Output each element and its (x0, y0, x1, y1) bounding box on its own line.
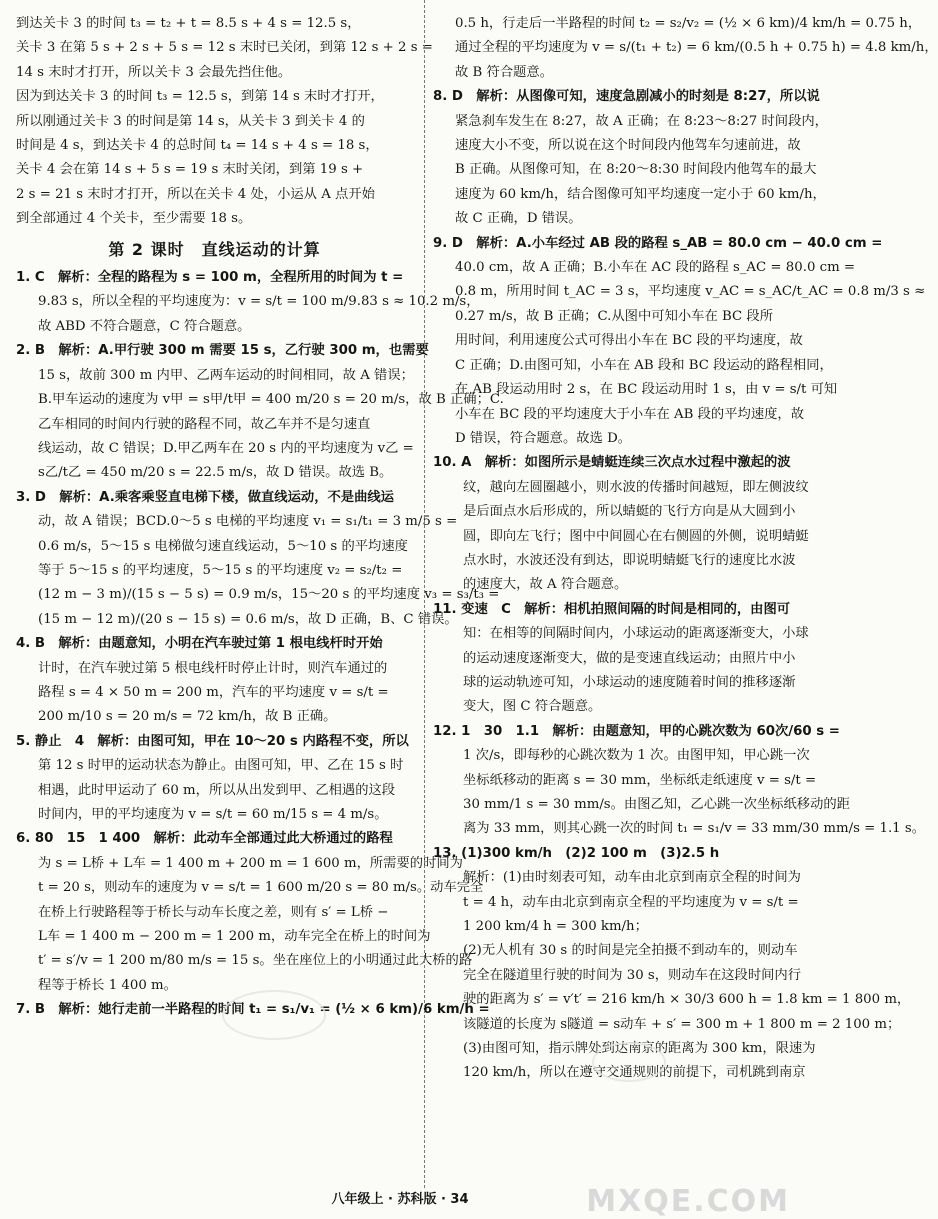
text-line: s乙/t乙 = 450 m/20 s = 22.5 m/s，故 D 错误。故选 B。 (38, 465, 393, 481)
text-line: 动，故 A 错误；BCD.0～5 s 电梯的平均速度 v₁ = s₁/t₁ = 3 m/5 s = (38, 514, 458, 530)
text-line: 知：在相等的间隔时间内，小球运动的距离逐渐变大，小球 (463, 626, 809, 642)
text-line: 时间是 4 s，到达关卡 4 的总时间 t₄ = 14 s + 4 s = 18 s， (16, 138, 379, 154)
text-line: 为 s = L桥 + L车 = 1 400 m + 200 m = 1 600 m，所需要的时间为 (38, 855, 463, 871)
text-line: 解析：(1)由时刻表可知，动车由北京到南京全程的时间为 (463, 870, 801, 886)
text-line: B 正确。从图像可知，在 8:20～8:30 时间段内他驾车的最大 (455, 162, 817, 178)
site-watermark: MXQE.COM (586, 1184, 790, 1219)
left-column (16, 12, 504, 1023)
text-line: 速度大小不变，所以说在这个时间段内他驾车匀速前进，故 (455, 138, 801, 154)
text-line: t = 4 h，动车由北京到南京全程的平均速度为 v = s/t = (463, 894, 799, 910)
text-line: 用时间，利用速度公式可得出小车在 BC 段的平均速度，故 (455, 333, 803, 349)
text-line: (3)由图可知，指示牌处到达南京的距离为 300 km，限速为 (463, 1041, 816, 1057)
text-line: 所以刚通过关卡 3 的时间是第 14 s，从关卡 3 到关卡 4 的 (16, 113, 365, 129)
text-line: 离为 33 mm，则其心跳一次的时间 t₁ = s₁/v = 33 mm/30 mm/s = 1.1 s。 (463, 821, 925, 837)
text-line: 驶的距离为 s′ = v′t′ = 216 km/h × 30/3 600 h = 1.8 km = 1 800 m， (463, 992, 911, 1008)
text-line: 0.6 m/s，5～15 s 电梯做匀速直线运动，5～10 s 的平均速度 (38, 538, 408, 554)
answer-6: 6. 80 15 1 400 解析：此动车全部通过此大桥通过的路程 (16, 831, 393, 847)
answer-11: 11. 变速 C 解析：相机拍照间隔的时间是相同的，由图可 (433, 601, 791, 617)
text-line: 0.5 h，行走后一半路程的时间 t₂ = s₂/v₂ = (½ × 6 km)/4 km/h = 0.75 h， (455, 16, 922, 31)
text-line: 1 次/s，即每秒的心跳次数为 1 次。由图甲知，甲心跳一次 (463, 748, 810, 764)
text-line: 通过全程的平均速度为 v = s/(t₁ + t₂) = 6 km/(0.5 h + 0.75 h) = 4.8 km/h， (455, 40, 938, 56)
text-line: 在 AB 段运动用时 2 s，在 BC 段运动用时 1 s，由 v = s/t 可知 (455, 382, 838, 398)
right-column (433, 12, 938, 1086)
text-line: 关卡 4 会在第 14 s + 5 s = 19 s 末时关闭，到第 19 s + (16, 162, 364, 178)
text-line: 在桥上行驶路程等于桥长与动车长度之差，则有 s′ = L桥 − (38, 904, 389, 920)
answer-10: 10. A 解析：如图所示是蜻蜓连续三次点水过程中激起的波 (433, 455, 791, 471)
text-line: 的速度大，故 A 符合题意。 (463, 577, 628, 593)
text-line: 完全在隧道里行驶的时间为 30 s，则动车在这段时间内行 (463, 967, 802, 983)
answer-5: 5. 静止 4 解析：由图可知，甲在 10～20 s 内路程不变，所以 (16, 733, 409, 749)
text-line: 第 12 s 时甲的运动状态为静止。由图可知，甲、乙在 15 s 时 (38, 758, 404, 774)
text-line: 40.0 cm，故 A 正确；B.小车在 AC 段的路程 s_AC = 80.0 cm = (455, 260, 856, 276)
text-line: (15 m − 12 m)/(20 s − 15 s) = 0.6 m/s，故 D 正确，B、C 错误。 (38, 611, 458, 627)
text-line: (2)无人机有 30 s 的时间是完全拍摄不到动车的，则动车 (463, 943, 798, 959)
answer-7: 7. B 解析：她行走前一半路程的时间 t₁ = s₁/v₁ = (½ × 6 km)/6 km/h = (16, 1002, 490, 1018)
text-line: 球的运动轨迹可知，小球运动的速度随着时间的推移逐渐 (463, 674, 796, 690)
answer-12: 12. 1 30 1.1 解析：由题意知，甲的心跳次数为 60次/60 s = (433, 723, 840, 739)
text-line: 1 200 km/4 h = 300 km/h； (463, 919, 648, 935)
text-line: 故 ABD 不符合题意，C 符合题意。 (38, 318, 251, 334)
answer-4: 4. B 解析：由题意知，小明在汽车驶过第 1 根电线杆时开始 (16, 636, 383, 652)
text-line: 到达关卡 3 的时间 t₃ = t₂ + t = 8.5 s + 4 s = 12.5 s， (16, 16, 361, 31)
text-line: 速度为 60 km/h，结合图像可知平均速度一定小于 60 km/h， (455, 186, 826, 202)
text-line: B.甲车运动的速度为 v甲 = s甲/t甲 = 400 m/20 s = 20 m/s，故 B 正确；C. (38, 392, 504, 408)
text-line: 计时，在汽车驶过第 5 根电线杆时停止计时，则汽车通过的 (38, 660, 388, 676)
text-line: 故 B 符合题意。 (455, 64, 554, 80)
text-line: (12 m − 3 m)/(15 s − 5 s) = 0.9 m/s，15～20 s 的平均速度 v₃ = s₃/t₃ = (38, 587, 500, 603)
text-line: C 正确；D.由图可知，小车在 AB 段和 BC 段运动的路程相同， (455, 357, 833, 373)
faint-stamp-mark (222, 990, 326, 1040)
text-line: t′ = s′/v = 1 200 m/80 m/s = 15 s。坐在座位上的小明通过此大桥的路 (38, 953, 473, 969)
text-line: 因为到达关卡 3 的时间 t₃ = 12.5 s，到第 14 s 末时才打开， (16, 89, 384, 105)
answer-8: 8. D 解析：从图像可知，速度急剧减小的时刻是 8:27，所以说 (433, 89, 820, 105)
page-footer: 八年级上 · 苏科版 · 34 (331, 1192, 469, 1207)
text-line: 200 m/10 s = 20 m/s = 72 km/h，故 B 正确。 (38, 709, 337, 725)
text-line: 路程 s = 4 × 50 m = 200 m，汽车的平均速度 v = s/t = (38, 684, 389, 700)
text-line: 30 mm/1 s = 30 mm/s。由图乙知，乙心跳一次坐标纸移动的距 (463, 797, 850, 812)
text-line: 2 s = 21 s 末时才打开，所以在关卡 4 处，小运从 A 点开始 (16, 186, 375, 202)
text-line: t = 20 s，则动车的速度为 v = s/t = 1 600 m/20 s = 80 m/s。动车完全 (38, 880, 484, 896)
text-line: 变大，图 C 符合题意。 (463, 699, 602, 715)
answer-1: 1. C 解析：全程的路程为 s = 100 m，全程所用的时间为 t = (16, 270, 404, 286)
text-line: 到全部通过 4 个关卡，至少需要 18 s。 (16, 211, 252, 227)
text-line: 故 C 正确，D 错误。 (455, 211, 582, 227)
text-line: D 错误，符合题意。故选 D。 (455, 430, 632, 446)
text-line: L车 = 1 400 m − 200 m = 1 200 m，动车完全在桥上的时间为 (38, 929, 431, 945)
text-line: 点水时，水波还没有到达，即说明蜻蜓飞行的速度比水波 (463, 552, 796, 568)
text-line: 小车在 BC 段的平均速度大于小车在 AB 段的平均速度，故 (455, 406, 805, 422)
text-line: 关卡 3 在第 5 s + 2 s + 5 s = 12 s 末时已关闭，到第 12 s + 2 s = (16, 40, 433, 56)
text-line: 9.83 s，所以全程的平均速度为：v = s/t = 100 m/9.83 s ≈ 10.2 m/s， (38, 294, 480, 310)
answer-9: 9. D 解析：A.小车经过 AB 段的路程 s_AB = 80.0 cm − 40.0 cm = (433, 235, 883, 251)
text-line: 纹，越向左圆圈越小，则水波的传播时间越短，即左侧波纹 (463, 479, 809, 495)
text-line: 15 s，故前 300 m 内甲、乙两车运动的时间相同，故 A 错误； (38, 367, 414, 383)
answer-3: 3. D 解析：A.乘客乘竖直电梯下楼，做直线运动，不是曲线运 (16, 489, 394, 505)
text-line: 线运动，故 C 错误；D.甲乙两车在 20 s 内的平均速度为 v乙 = (38, 440, 414, 456)
text-line: 的运动速度逐渐变大，做的是变速直线运动；由照片中小 (463, 650, 796, 666)
text-line: 该隧道的长度为 s隧道 = s动车 + s′ = 300 m + 1 800 m = 2 100 m； (463, 1016, 901, 1032)
text-line: 0.8 m，所用时间 t_AC = 3 s，平均速度 v_AC = s_AC/t_AC = 0.8 m/3 s ≈ (455, 284, 926, 300)
answer-13: 13. (1)300 km/h (2)2 100 m (3)2.5 h (433, 845, 720, 861)
faint-stamp-mark (592, 1042, 666, 1082)
text-line: 紧急刹车发生在 8:27，故 A 正确；在 8:23～8:27 时间段内， (455, 113, 828, 129)
text-line: 时间内，甲的平均速度为 v = s/t = 60 m/15 s = 4 m/s。 (38, 807, 388, 822)
text-line: 120 km/h，所以在遵守交通规则的前提下，司机跳到南京 (463, 1065, 806, 1081)
text-line: 是后面点水后形成的，所以蜻蜓的飞行方向是从大圆到小 (463, 504, 796, 520)
text-line: 0.27 m/s，故 B 正确；C.从图中可知小车在 BC 段所 (455, 308, 773, 324)
text-line: 14 s 末时才打开，所以关卡 3 会最先挡住他。 (16, 64, 292, 80)
text-line: 乙车相同的时间内行驶的路程不同，故乙车并不是匀速直 (38, 416, 371, 432)
text-line: 等于 5～15 s 的平均速度，5～15 s 的平均速度 v₂ = s₂/t₂ = (38, 562, 403, 578)
column-divider (424, 0, 425, 1188)
text-line: 相遇，此时甲运动了 60 m，所以从出发到甲、乙相遇的这段 (38, 782, 396, 798)
answer-2: 2. B 解析：A.甲行驶 300 m 需要 15 s，乙行驶 300 m，也需要 (16, 343, 429, 359)
text-line: 程等于桥长 1 400 m。 (38, 977, 177, 993)
section-heading: 第 2 课时 直线运动的计算 (108, 239, 321, 259)
text-line: 坐标纸移动的距离 s = 30 mm，坐标纸走纸速度 v = s/t = (463, 772, 817, 788)
text-line: 圆，即向左飞行；图中中间圆心在右侧圆的外侧，说明蜻蜓 (463, 528, 809, 544)
